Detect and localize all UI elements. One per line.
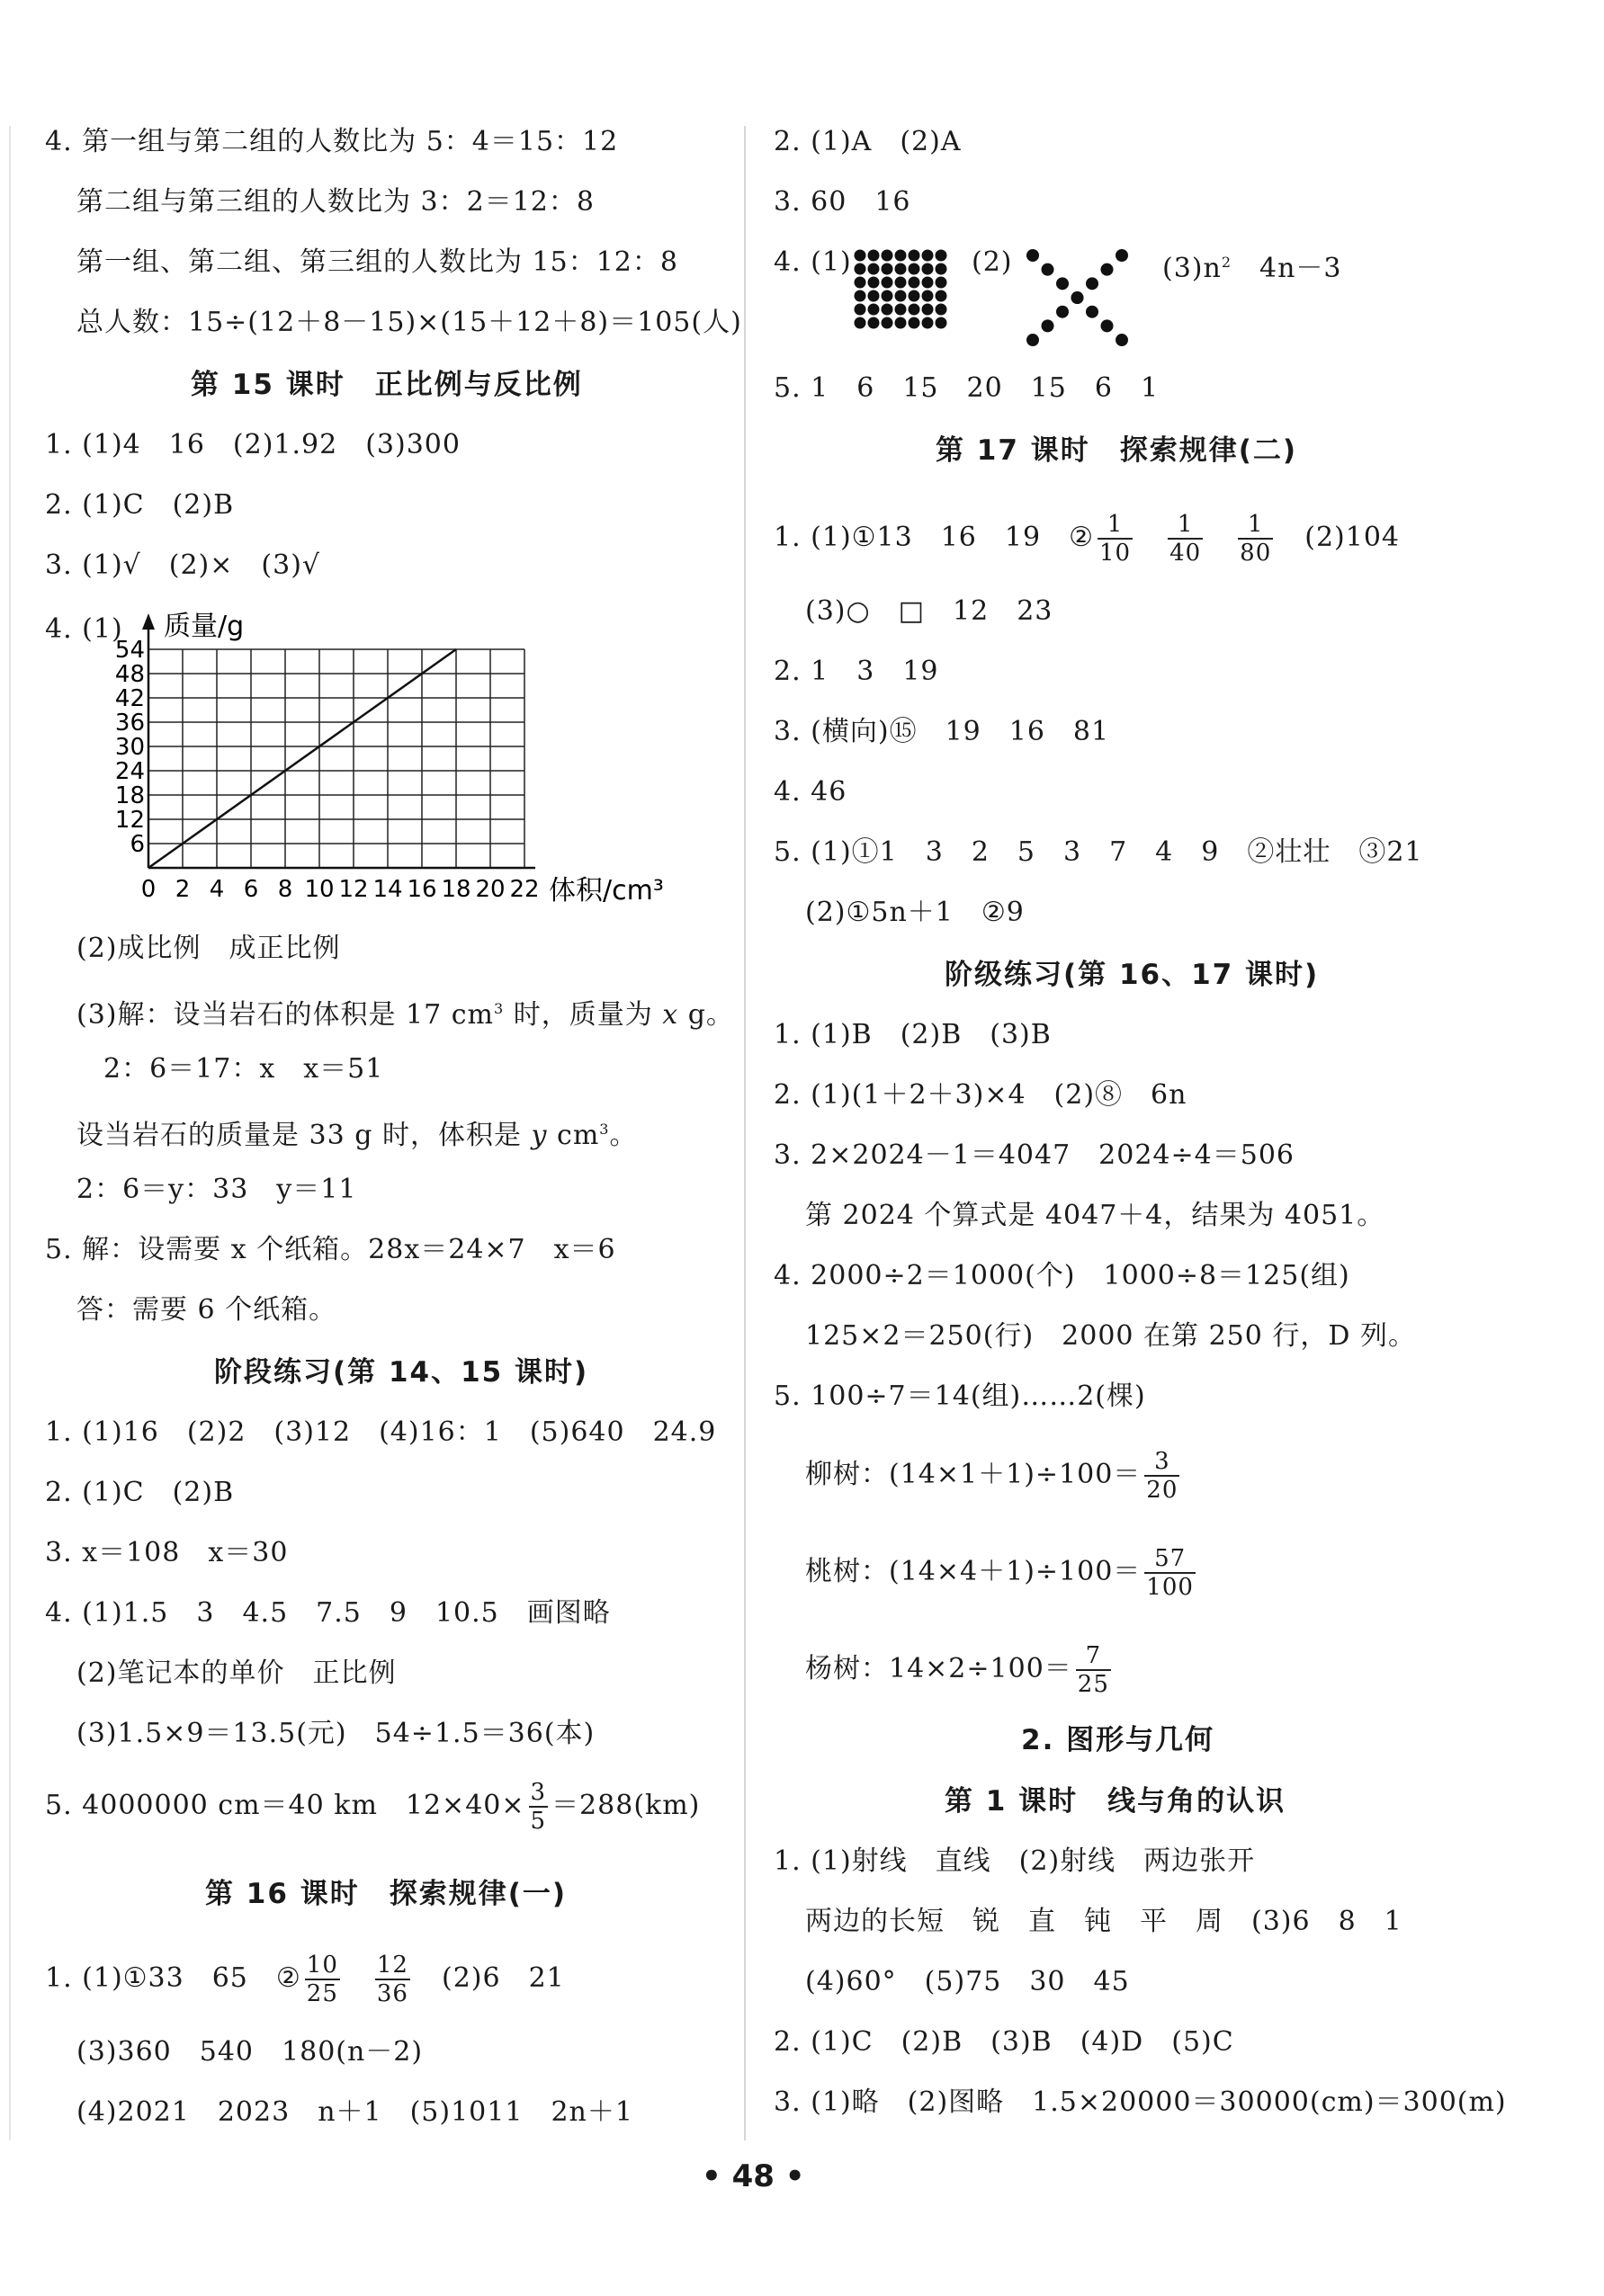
dot bbox=[855, 317, 866, 329]
page-number: • 48 • bbox=[702, 2158, 805, 2194]
x-tick-label: 22 bbox=[509, 876, 540, 903]
dot bbox=[882, 317, 893, 329]
answer-2: 2. (1)C (2)B bbox=[45, 489, 235, 521]
dot bbox=[868, 317, 880, 329]
chart-ticks bbox=[115, 637, 540, 903]
text-b: ＝288(km) bbox=[551, 1790, 701, 1821]
dot bbox=[882, 264, 893, 275]
answer-4-label: 4. (1) bbox=[45, 613, 123, 645]
dot bbox=[909, 317, 920, 329]
text-a: (3)解：设当岩石的体积是 17 cm bbox=[76, 999, 494, 1031]
fraction bbox=[529, 1779, 549, 1835]
line-q4-2: 第二组与第三组的人数比为 3：2＝12：8 bbox=[76, 186, 595, 218]
dot bbox=[1056, 306, 1069, 318]
r-answer-4-label: 4. (1) bbox=[774, 246, 852, 278]
numerator: 1 bbox=[1168, 511, 1203, 540]
g-answer-1-3: (4)60° (5)75 30 45 bbox=[805, 1966, 1130, 1997]
dot bbox=[855, 250, 866, 262]
r-answer-2: 2. (1)A (2)A bbox=[774, 126, 962, 157]
numerator: 3 bbox=[1144, 1448, 1179, 1477]
text-b: (2)6 21 bbox=[441, 1962, 565, 1994]
fraction bbox=[305, 1952, 340, 2007]
denominator: 20 bbox=[1146, 1477, 1178, 1504]
fraction bbox=[1144, 1545, 1196, 1601]
s2-answer-5: 5. 100÷7＝14(组)……2(棵) bbox=[774, 1380, 1146, 1412]
text-b: 4n－3 bbox=[1259, 253, 1342, 284]
heading-lesson-15: 第 15 课时 正比例与反比例 bbox=[191, 369, 583, 401]
chart-series bbox=[148, 649, 456, 868]
series-line bbox=[148, 649, 456, 868]
dot bbox=[855, 304, 866, 316]
dot bbox=[882, 277, 893, 289]
r-answer-4-2-label: (2) bbox=[972, 246, 1013, 278]
x-tick-label: 16 bbox=[407, 876, 437, 903]
y-tick-label: 48 bbox=[114, 661, 145, 688]
heading-lesson-17: 第 17 课时 探索规律(二) bbox=[936, 434, 1298, 467]
l17-answer-4: 4. 46 bbox=[774, 776, 847, 808]
dot bbox=[1101, 264, 1114, 276]
dot bbox=[936, 250, 947, 262]
dot bbox=[868, 277, 880, 289]
heading-lesson-16: 第 16 课时 探索规律(一) bbox=[205, 1878, 568, 1910]
dot bbox=[922, 277, 934, 289]
dot bbox=[895, 317, 907, 329]
l17-answer-5-2: (2)①5n＋1 ②9 bbox=[805, 897, 1025, 928]
fraction bbox=[1168, 511, 1203, 567]
s2-answer-1: 1. (1)B (2)B (3)B bbox=[774, 1019, 1052, 1050]
l17-answer-2: 2. 1 3 19 bbox=[774, 656, 939, 687]
dot bbox=[909, 250, 920, 262]
numerator: 57 bbox=[1144, 1545, 1196, 1574]
circle-symbol: (3)○ bbox=[805, 595, 871, 627]
stage-answer-4-2: (2)笔记本的单价 正比例 bbox=[76, 1657, 397, 1689]
y-tick-label: 54 bbox=[114, 637, 145, 664]
dot bbox=[1042, 264, 1054, 276]
denominator: 80 bbox=[1240, 540, 1272, 567]
lesson16-answer-1-3: (3)360 540 180(n－2) bbox=[76, 2036, 424, 2068]
dot bbox=[855, 290, 866, 302]
dot bbox=[882, 304, 893, 316]
answer-4-2: (2)成比例 成正比例 bbox=[76, 933, 341, 964]
denominator: 10 bbox=[1098, 540, 1132, 567]
x-tick-label: 2 bbox=[175, 876, 191, 903]
x-tick-label: 10 bbox=[304, 876, 335, 903]
dot bbox=[922, 264, 934, 275]
answer-4-3 bbox=[76, 991, 734, 1033]
fraction bbox=[1098, 511, 1133, 567]
s2-answer-5-willow bbox=[805, 1448, 1183, 1504]
proportion-chart bbox=[108, 603, 684, 913]
text-a: 设当岩石的质量是 33 g 时，体积是 bbox=[76, 1120, 532, 1151]
l17-answer-3: 3. (横向)⑮ 19 16 81 bbox=[774, 716, 1110, 747]
var-x: x bbox=[662, 999, 679, 1031]
dot bbox=[868, 264, 880, 275]
dot bbox=[936, 264, 947, 275]
dot-x-figure-icon bbox=[1026, 248, 1143, 347]
line-q4: 4. 第一组与第二组的人数比为 5：4＝15：12 bbox=[45, 126, 619, 157]
var-y: y bbox=[531, 1120, 548, 1151]
superscript-2: 2 bbox=[1221, 254, 1232, 271]
denominator: 25 bbox=[306, 1980, 338, 2007]
l17-answer-1 bbox=[774, 511, 1400, 567]
dot bbox=[882, 290, 893, 302]
dot bbox=[868, 304, 880, 316]
fraction bbox=[375, 1952, 410, 2007]
dot bbox=[1101, 319, 1114, 332]
x-tick-label: 12 bbox=[338, 876, 369, 903]
dot bbox=[855, 264, 866, 275]
g-answer-1-2: 两边的长短 锐 直 钝 平 周 (3)6 8 1 bbox=[805, 1906, 1402, 1937]
y-tick-label: 24 bbox=[114, 758, 145, 785]
s2-answer-3-2: 第 2024 个算式是 4047＋4，结果为 4051。 bbox=[805, 1200, 1385, 1231]
dot bbox=[909, 304, 920, 316]
numerator: 3 bbox=[530, 1779, 547, 1806]
dot bbox=[936, 290, 947, 302]
r-answer-5: 5. 1 6 15 20 15 6 1 bbox=[774, 372, 1160, 404]
dot bbox=[936, 277, 947, 289]
answer-5: 5. 解：设需要 x 个纸箱。28x＝24×7 x＝6 bbox=[45, 1234, 616, 1265]
text-d: g。 bbox=[678, 999, 734, 1031]
lesson16-answer-1-4: (4)2021 2023 n＋1 (5)1011 2n＋1 bbox=[76, 2096, 633, 2128]
dot bbox=[895, 264, 907, 275]
x-tick-label: 20 bbox=[475, 876, 506, 903]
chart-xlabel: 体积/cm³ bbox=[549, 875, 664, 907]
s2-answer-5-poplar bbox=[805, 1642, 1115, 1698]
dot bbox=[909, 290, 920, 302]
dot bbox=[922, 250, 934, 262]
superscript-cube: 3 bbox=[494, 1000, 505, 1017]
dot bbox=[1116, 334, 1128, 346]
stage-answer-5 bbox=[45, 1779, 700, 1835]
x-tick-label: 14 bbox=[372, 876, 403, 903]
lesson16-answer-1 bbox=[45, 1952, 565, 2007]
answer-4-6: 2：6＝y：33 y＝11 bbox=[76, 1174, 357, 1205]
square-symbol: □ bbox=[898, 595, 926, 627]
text-a: (3)n bbox=[1162, 253, 1222, 284]
answer-4-4: 2：6＝17：x x＝51 bbox=[103, 1053, 384, 1085]
x-tick-label: 18 bbox=[441, 876, 471, 903]
text-a: 桃树：(14×4＋1)÷100＝ bbox=[805, 1556, 1142, 1587]
x-tick-label: 4 bbox=[209, 876, 225, 903]
text-a: 杨树：14×2÷100＝ bbox=[805, 1653, 1072, 1684]
text-b: 时，质量为 bbox=[504, 999, 663, 1031]
text-a: 5. 4000000 cm＝40 km 12×40× bbox=[45, 1790, 525, 1821]
answer-5-2: 答：需要 6 个纸箱。 bbox=[76, 1294, 337, 1326]
r-answer-4-3 bbox=[1162, 245, 1342, 287]
dot-grid-figure-icon bbox=[853, 248, 952, 338]
denominator: 25 bbox=[1077, 1671, 1109, 1698]
text-c: 12 23 bbox=[953, 595, 1053, 627]
column-divider bbox=[744, 126, 746, 2140]
dot bbox=[909, 277, 920, 289]
dot bbox=[909, 264, 920, 275]
s2-answer-2: 2. (1)(1＋2＋3)×4 (2)⑧ 6n bbox=[774, 1079, 1187, 1111]
text-d: 。 bbox=[609, 1120, 638, 1151]
answer-1: 1. (1)4 16 (2)1.92 (3)300 bbox=[45, 429, 461, 460]
g-answer-3: 3. (1)略 (2)图略 1.5×20000＝30000(cm)＝300(m) bbox=[774, 2086, 1507, 2118]
dot bbox=[922, 304, 934, 316]
r-answer-3: 3. 60 16 bbox=[774, 186, 911, 218]
l17-answer-1-3 bbox=[805, 594, 1053, 630]
line-q4-3: 第一组、第二组、第三组的人数比为 15：12：8 bbox=[76, 246, 678, 278]
fraction bbox=[1076, 1642, 1111, 1698]
dot bbox=[895, 290, 907, 302]
text-a: 1. (1)①13 16 19 ② bbox=[774, 522, 1094, 553]
dot bbox=[1026, 249, 1039, 262]
y-tick-label: 6 bbox=[130, 831, 145, 858]
s2-answer-3: 3. 2×2024－1＝4047 2024÷4＝506 bbox=[774, 1139, 1295, 1171]
dot bbox=[936, 304, 947, 316]
heading-lesson-1: 第 1 课时 线与角的认识 bbox=[945, 1785, 1286, 1818]
dot bbox=[868, 290, 880, 302]
fraction bbox=[1238, 511, 1273, 567]
dot bbox=[1086, 277, 1098, 290]
dot bbox=[895, 250, 907, 262]
section-heading-geometry: 2. 图形与几何 bbox=[1021, 1724, 1215, 1756]
denominator: 40 bbox=[1169, 540, 1202, 567]
dot bbox=[1086, 306, 1098, 318]
chart-grid bbox=[148, 649, 524, 868]
numerator: 12 bbox=[376, 1952, 408, 1979]
left-margin-rule bbox=[9, 126, 11, 2140]
denominator: 36 bbox=[376, 1980, 408, 2007]
l17-answer-5: 5. (1)①1 3 2 5 3 7 4 9 ②壮壮 ③21 bbox=[774, 836, 1423, 868]
dot bbox=[936, 317, 947, 329]
y-tick-label: 12 bbox=[114, 807, 145, 834]
text-a: 1. (1)①33 65 ② bbox=[45, 1962, 301, 1994]
dot bbox=[922, 290, 934, 302]
text-a: 柳树：(14×1＋1)÷100＝ bbox=[805, 1459, 1142, 1490]
chart-ylabel: 质量/g bbox=[164, 611, 245, 642]
stage-answer-4: 4. (1)1.5 3 4.5 7.5 9 10.5 画图略 bbox=[45, 1597, 611, 1629]
stage-answer-2: 2. (1)C (2)B bbox=[45, 1477, 235, 1508]
numerator: 1 bbox=[1238, 511, 1273, 540]
dot bbox=[922, 317, 934, 329]
stage-answer-4-3: (3)1.5×9＝13.5(元) 54÷1.5＝36(本) bbox=[76, 1718, 596, 1749]
answer-3: 3. (1)√ (2)× (3)√ bbox=[45, 549, 321, 581]
s2-answer-4-2: 125×2＝250(行) 2000 在第 250 行，D 列。 bbox=[805, 1320, 1416, 1352]
dot bbox=[868, 250, 880, 262]
s2-answer-4: 4. 2000÷2＝1000(个) 1000÷8＝125(组) bbox=[774, 1260, 1350, 1291]
dot bbox=[1042, 319, 1054, 332]
g-answer-1: 1. (1)射线 直线 (2)射线 两边张开 bbox=[774, 1845, 1256, 1877]
dot bbox=[1056, 277, 1069, 290]
numerator: 1 bbox=[1098, 511, 1133, 540]
g-answer-2: 2. (1)C (2)B (3)B (4)D (5)C bbox=[774, 2026, 1234, 2058]
dot bbox=[895, 304, 907, 316]
dot bbox=[1071, 291, 1084, 304]
dot bbox=[882, 250, 893, 262]
denominator: 5 bbox=[530, 1808, 547, 1835]
y-tick-label: 30 bbox=[114, 734, 145, 761]
dot bbox=[1026, 334, 1039, 346]
heading-stage-practice-1: 阶段练习(第 14、15 课时) bbox=[214, 1356, 589, 1389]
numerator: 10 bbox=[306, 1952, 338, 1979]
numerator: 7 bbox=[1076, 1642, 1111, 1671]
y-tick-label: 18 bbox=[114, 782, 145, 809]
denominator: 100 bbox=[1146, 1574, 1194, 1601]
text-b: (2)104 bbox=[1304, 522, 1401, 553]
answer-4-5 bbox=[76, 1112, 637, 1154]
y-tick-label: 36 bbox=[114, 710, 145, 737]
line-q4-4: 总人数：15÷(12＋8－15)×(15＋12＋8)＝105(人) bbox=[76, 307, 742, 338]
x-tick-label: 8 bbox=[277, 876, 293, 903]
superscript-cube: 3 bbox=[599, 1121, 610, 1138]
fraction bbox=[1144, 1448, 1179, 1504]
heading-stage-practice-2: 阶级练习(第 16、17 课时) bbox=[945, 959, 1320, 991]
dot bbox=[895, 277, 907, 289]
dot bbox=[855, 277, 866, 289]
y-axis-arrow-icon bbox=[142, 613, 155, 630]
stage-answer-1: 1. (1)16 (2)2 (3)12 (4)16：1 (5)640 24.9 bbox=[45, 1416, 717, 1448]
text-c: cm bbox=[547, 1120, 600, 1151]
x-tick-label: 6 bbox=[243, 876, 259, 903]
s2-answer-5-peach bbox=[805, 1545, 1199, 1601]
stage-answer-3: 3. x＝108 x＝30 bbox=[45, 1537, 289, 1568]
y-tick-label: 42 bbox=[114, 685, 145, 712]
dot bbox=[1116, 249, 1128, 262]
x-tick-label: 0 bbox=[140, 876, 157, 903]
